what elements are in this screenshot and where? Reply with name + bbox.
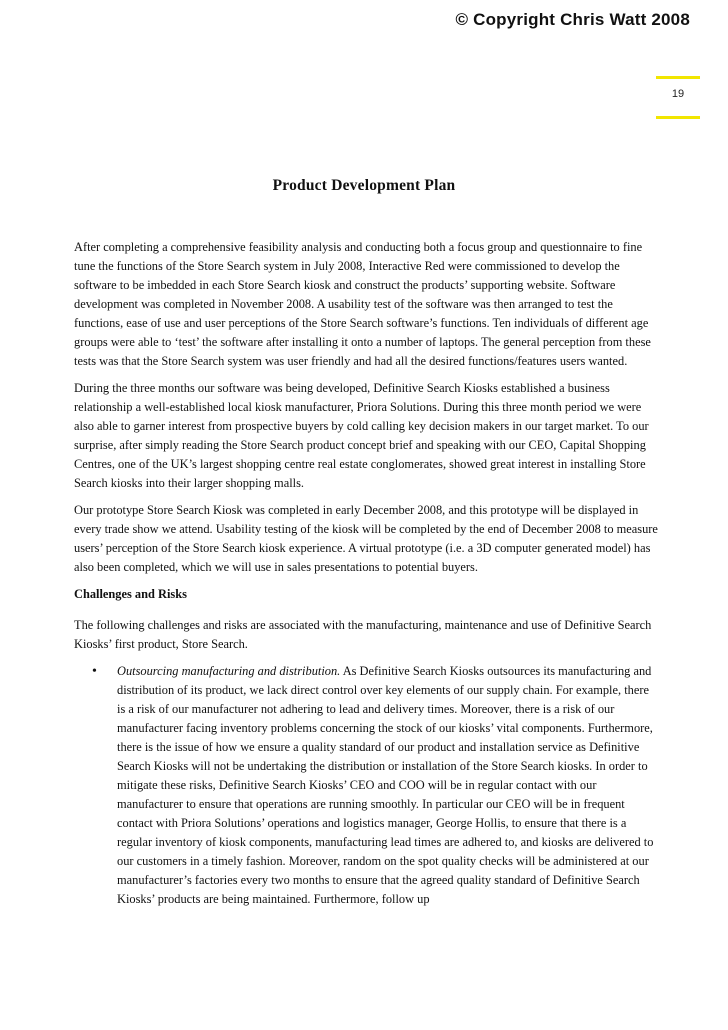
bullet-icon: • xyxy=(92,664,97,679)
page-number-top-rule xyxy=(656,76,700,79)
section-heading: Challenges and Risks xyxy=(74,587,187,601)
bullet-lead-text: Outsourcing manufacturing and distribution. xyxy=(117,664,341,678)
bullet-body-text: As Definitive Search Kiosks outsources its manufacturing and distribution of its product, we lack direct control over key elements of our supply chain. For example, there is a risk of our manufacturer not adhering to lead and delivery times. Moreover, there is a risk of our manufacturer facing inventory problems concerning the stock of our kiosks’ vital components. Furthermore, there is the issue of how we ensure a quality standard of our product and installation service as Definitive Search Kiosks will not be undertaking the distribution or installation of the Store Search kiosks. In order to mitigate these risks, Definitive Search Kiosks’ CEO and COO will be in regular contact with our manufacturer to ensure that operations are running smoothly. In particular our CEO will be in frequent contact with Priora Solutions’ operations and logistics manager, George Hollis, to ensure that there is a regular inventory of kiosk components, manufacturing lead times are adhered to, and kiosks are delivered to our customers in a timely fashion. Moreover, random on the spot quality checks will be administered at our manufacturer’s factories every two months to ensure that the agreed quality standard of Definitive Search Kiosks’ products are being maintained. Furthermore, follow up xyxy=(117,664,654,906)
document-title: Product Development Plan xyxy=(272,177,456,194)
body-paragraph: Our prototype Store Search Kiosk was completed in early December 2008, and this prototype will be displayed in every trade show we attend. Usability testing of the kiosk will be completed by the end of December 2008 to measure users’ perception of the Store Search kiosk experience. A virtual prototype (i.e. a 3D computer generated model) has also been completed, which we will use in sales presentations to potential buyers. xyxy=(74,503,658,574)
copyright-notice: © Copyright Chris Watt 2008 xyxy=(455,10,690,29)
section-intro: The following challenges and risks are associated with the manufacturing, maintenance and use of Definitive Search Kiosks’ first product, Store Search. xyxy=(74,618,652,651)
body-paragraph: During the three months our software was being developed, Definitive Search Kiosks established a business relationship a well-established local kiosk manufacturer, Priora Solutions. During this three month period we were also able to garner interest from prospective buyers by cold calling key decision makers in our target market. To our surprise, after simply reading the Store Search product concept brief and speaking with our CEO, Capital Shopping Centres, one of the UK’s largest shopping centre real estate conglomerates, showed great interest in installing Store Search kiosks into their larger shopping malls. xyxy=(74,381,649,490)
body-paragraph: After completing a comprehensive feasibility analysis and conducting both a focus group and questionnaire to fine tune the functions of the Store Search system in July 2008, Interactive Red were commissioned to develop the software to be imbedded in each Store Search kiosk and construct the products’ supporting website. Software development was completed in November 2008. A usability test of the software was then arranged to test the functions, ease of use and user perceptions of the Store Search software’s functions. Ten individuals of different age groups were able to ‘test’ the software after installing it onto a number of laptops. The general perception from these tests was that the Store Search system was user friendly and had all the desired functions/features users wanted. xyxy=(74,240,651,368)
page-number: 19 xyxy=(671,88,685,100)
list-item xyxy=(74,662,660,909)
page-number-bottom-rule xyxy=(656,116,700,119)
risk-list xyxy=(74,662,660,909)
document-body xyxy=(74,238,660,909)
